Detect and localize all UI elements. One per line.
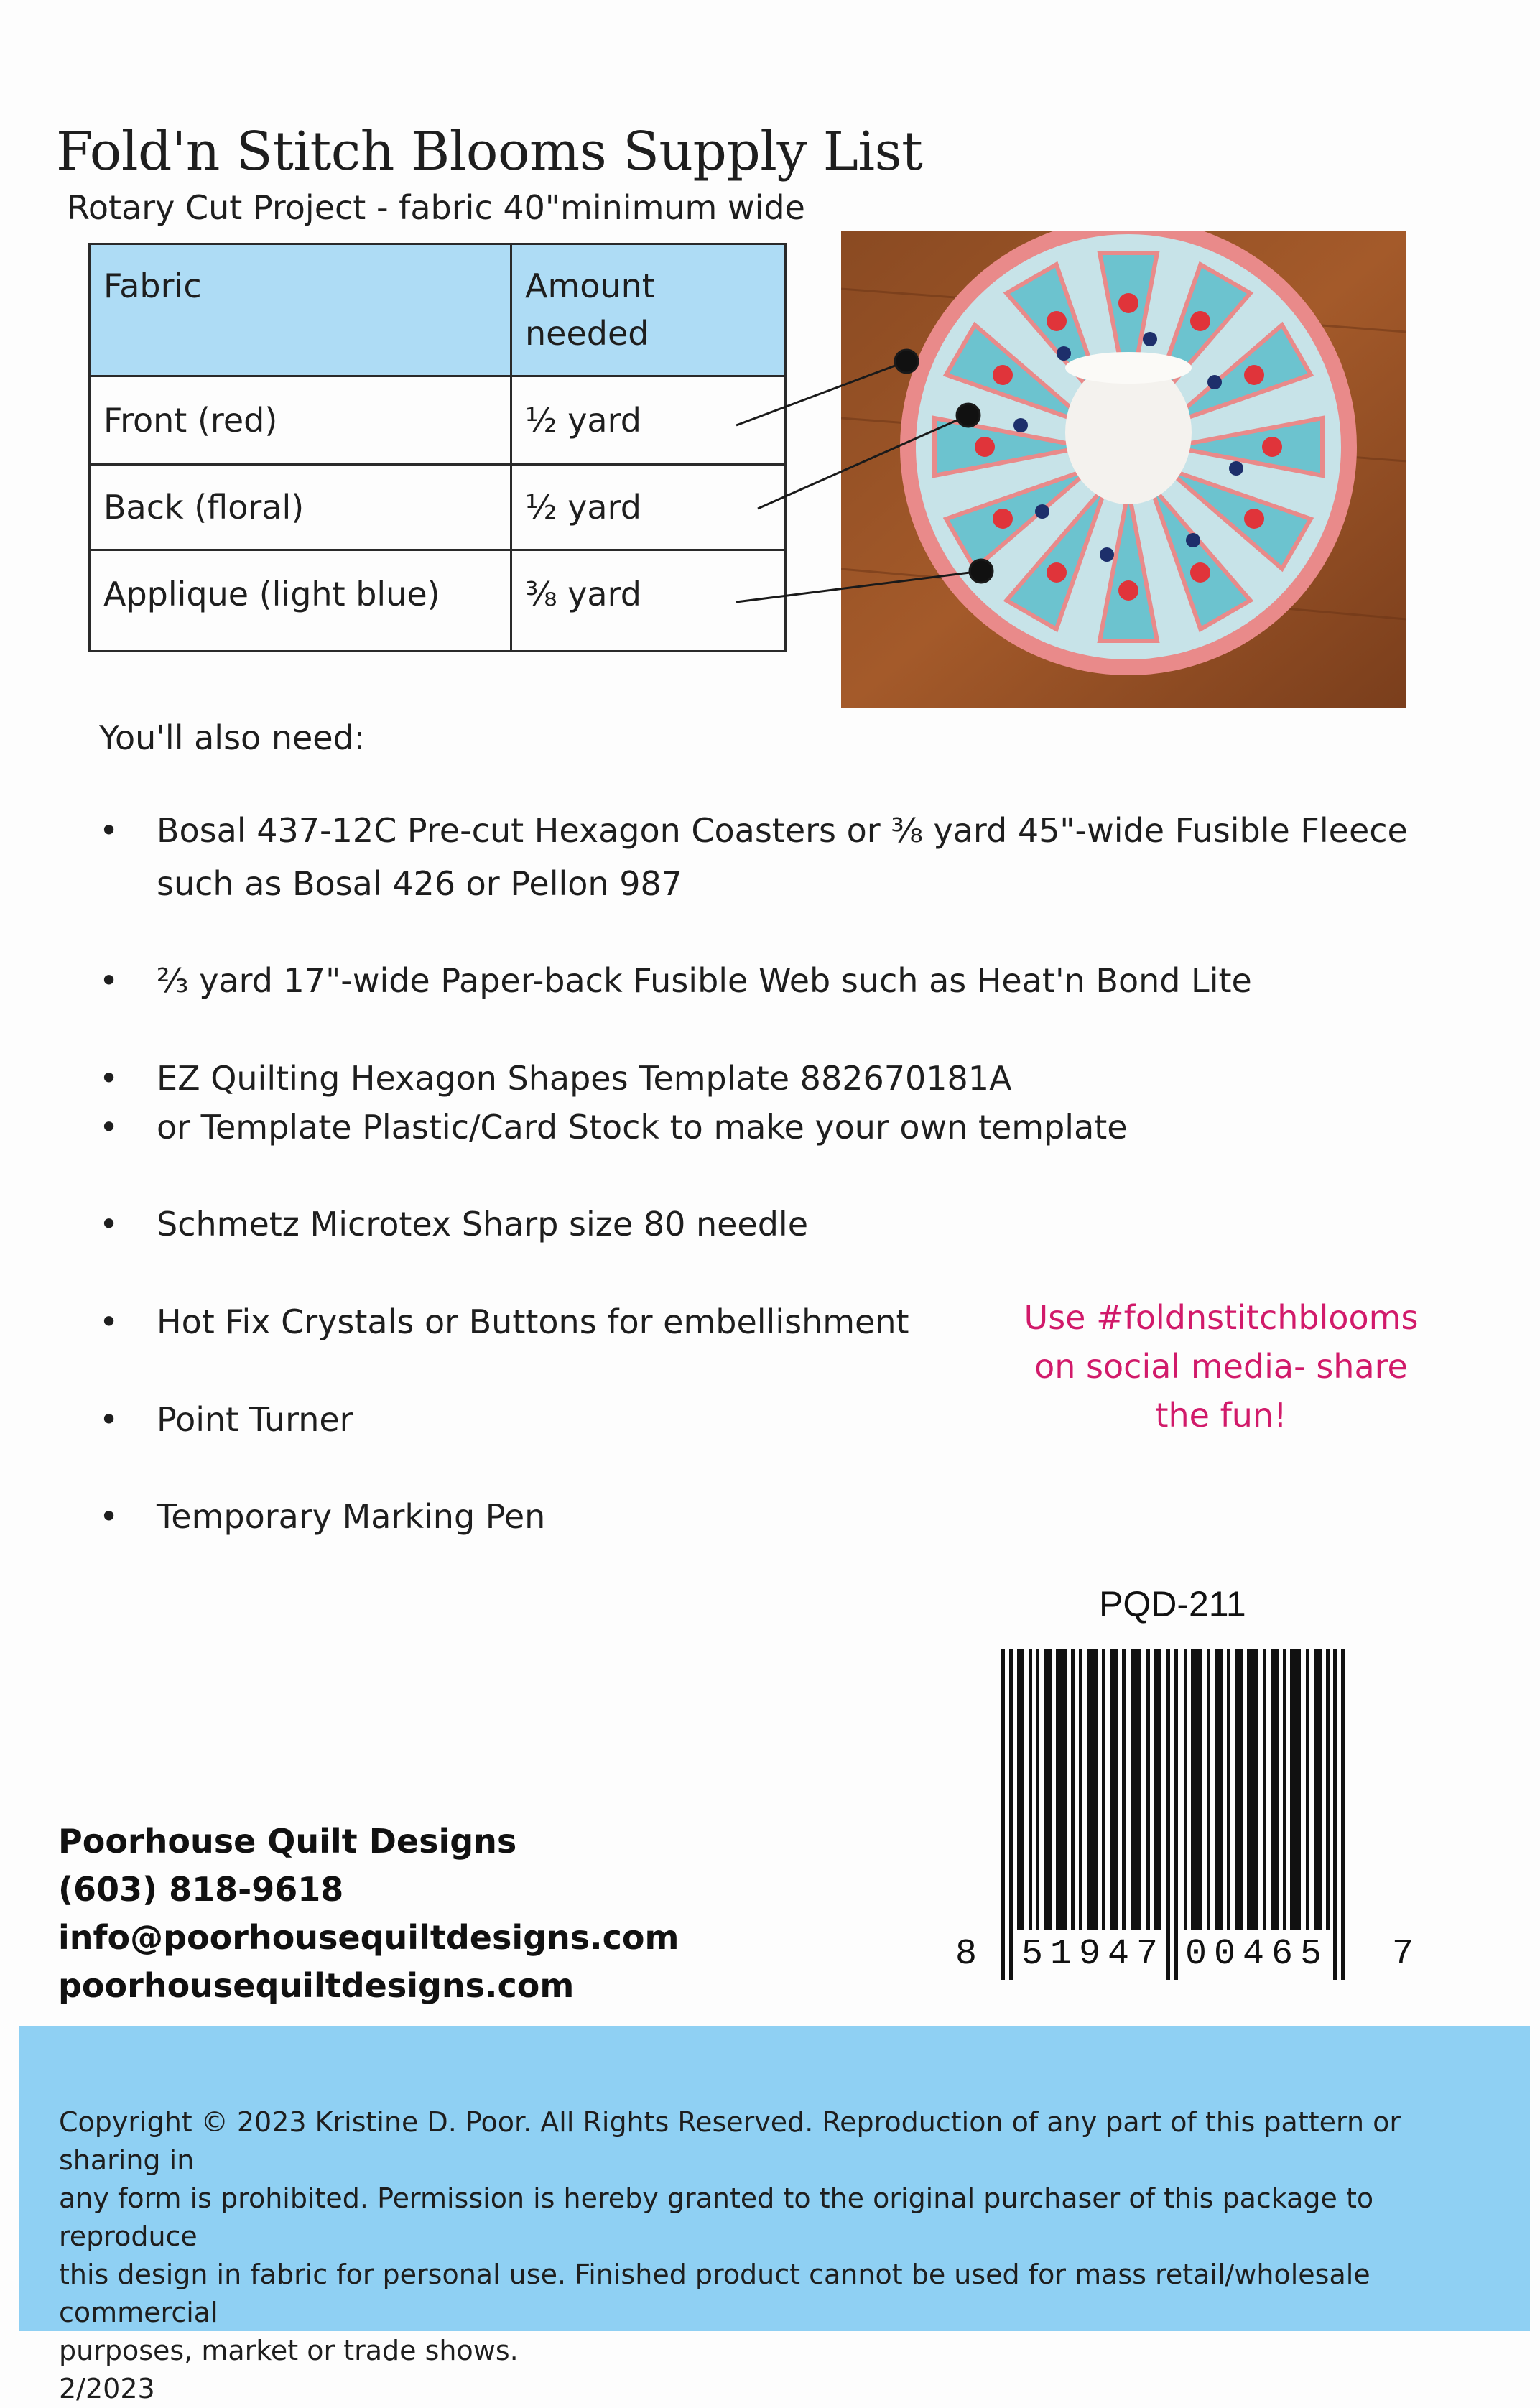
company-contact — [58, 1817, 679, 2010]
company-website[interactable]: poorhousequiltdesigns.com — [58, 1966, 575, 2005]
copyright-text — [59, 2103, 1510, 2408]
table-row — [90, 376, 786, 465]
amount-cell: ⅜ yard — [511, 550, 786, 652]
legal-line: Copyright © 2023 Kristine D. Poor. All Rights Reserved. Reproduction of any part of this pattern or sharing in — [59, 2106, 1401, 2176]
supply-text: Bosal 437-12C Pre-cut Hexagon Coasters or ⅜ yard 45"-wide Fusible Fleece — [157, 811, 1408, 850]
supply-text: ⅔ yard 17"-wide Paper-back Fusible Web such as Heat'n Bond Lite — [157, 961, 1252, 1000]
legal-line: purposes, market or trade shows. — [59, 2335, 519, 2366]
fabric-table — [88, 243, 787, 652]
company-phone: (603) 818-9618 — [58, 1870, 344, 1909]
amount-cell: ½ yard — [511, 376, 786, 465]
table-row — [90, 465, 786, 550]
legal-date: 2/2023 — [59, 2373, 155, 2404]
table-row — [90, 550, 786, 652]
fabric-cell: Applique (light blue) — [90, 550, 511, 652]
copyright-footer — [19, 2026, 1530, 2404]
fabric-cell: Front (red) — [90, 376, 511, 465]
product-sku: PQD-211 — [1099, 1584, 1246, 1624]
table-header-row — [90, 244, 786, 376]
supply-text: such as Bosal 426 or Pellon 987 — [157, 864, 683, 903]
barcode-digits-left: 51947 — [1021, 1934, 1166, 1975]
barcode — [958, 1649, 1404, 1980]
also-need-heading: You'll also need: — [99, 718, 366, 757]
page-title: Fold'n Stitch Blooms Supply List — [56, 121, 923, 182]
legal-line: this design in fabric for personal use. Finished product cannot be used for mass retail/wholesale commercial — [59, 2259, 1370, 2328]
column-header-amount: Amount needed — [511, 244, 786, 376]
amount-cell: ½ yard — [511, 465, 786, 550]
supply-text: or Template Plastic/Card Stock to make your own template — [157, 1108, 1128, 1147]
supply-text: Hot Fix Crystals or Buttons for embellishment — [157, 1302, 909, 1341]
supply-text: Schmetz Microtex Sharp size 80 needle — [157, 1205, 809, 1244]
supply-text: Point Turner — [157, 1400, 353, 1439]
subtitle: Rotary Cut Project - fabric 40"minimum wide — [67, 188, 805, 227]
social-line: the fun! — [1155, 1396, 1287, 1435]
barcode-check-digit: 7 — [1392, 1934, 1421, 1975]
fabric-cell: Back (floral) — [90, 465, 511, 550]
social-line: Use #foldnstitchblooms — [1024, 1298, 1419, 1337]
pattern-back-cover: Fold'n Stitch Blooms Supply List Rotary Cut Project - fabric 40"minimum wide Fabric Amount needed Front (red) ½ yard Back (floral) ½ yard Applique (light blue) ⅜ yard You'll also need: • Bosal 437-12C Pre-cut Hexagon Coasters or ⅜ yard 45"-wide Fusible Fleece such as Bosal 426 or Pellon 987 • ⅔ yard 17"-wide Paper-back Fusible Web such as Heat'n Bond Lite • EZ Quilting Hexagon Shapes Template 882670181A • or Template Plastic/Card Stock to make your own template • Schmetz Microtex Sharp size 80 needle • Hot Fix Crystals or Buttons for embellishment • Point Turner • Temporary Marking Pen Use #foldnstitchblooms on social media- share the fun! PQD-211 8 51947 00465 7 Poorhouse Quilt Designs (603) 818-9618 info@poorhousequiltdesigns.com poorhousequiltdesigns.com Copyright © 2023 Kristine D. Poor. All Rights Reserved. Reproduction of any part of this pattern or sharing in any form is prohibited. Permission is hereby granted to the original purchaser of this package to reproduce this design in fabric for personal use. Finished product cannot be used for mass retail/wholesale commercial purposes, market or trade shows. 2/2023 — [0, 0, 1540, 2381]
legal-line: any form is prohibited. Permission is hereby granted to the original purchaser of this package to reproduce — [59, 2182, 1374, 2252]
supply-text: Temporary Marking Pen — [157, 1497, 546, 1536]
social-hashtag-note — [1020, 1293, 1422, 1440]
company-email[interactable]: info@poorhousequiltdesigns.com — [58, 1918, 679, 1957]
supply-text: EZ Quilting Hexagon Shapes Template 882670181A — [157, 1059, 1012, 1098]
column-header-fabric: Fabric — [90, 244, 511, 376]
barcode-digits-right: 00465 — [1185, 1934, 1330, 1975]
social-line: on social media- share — [1034, 1347, 1408, 1386]
bloom-topper-shape — [900, 231, 1357, 675]
company-name: Poorhouse Quilt Designs — [58, 1822, 517, 1861]
product-photo — [841, 231, 1406, 708]
barcode-digit-first: 8 — [955, 1934, 985, 1975]
